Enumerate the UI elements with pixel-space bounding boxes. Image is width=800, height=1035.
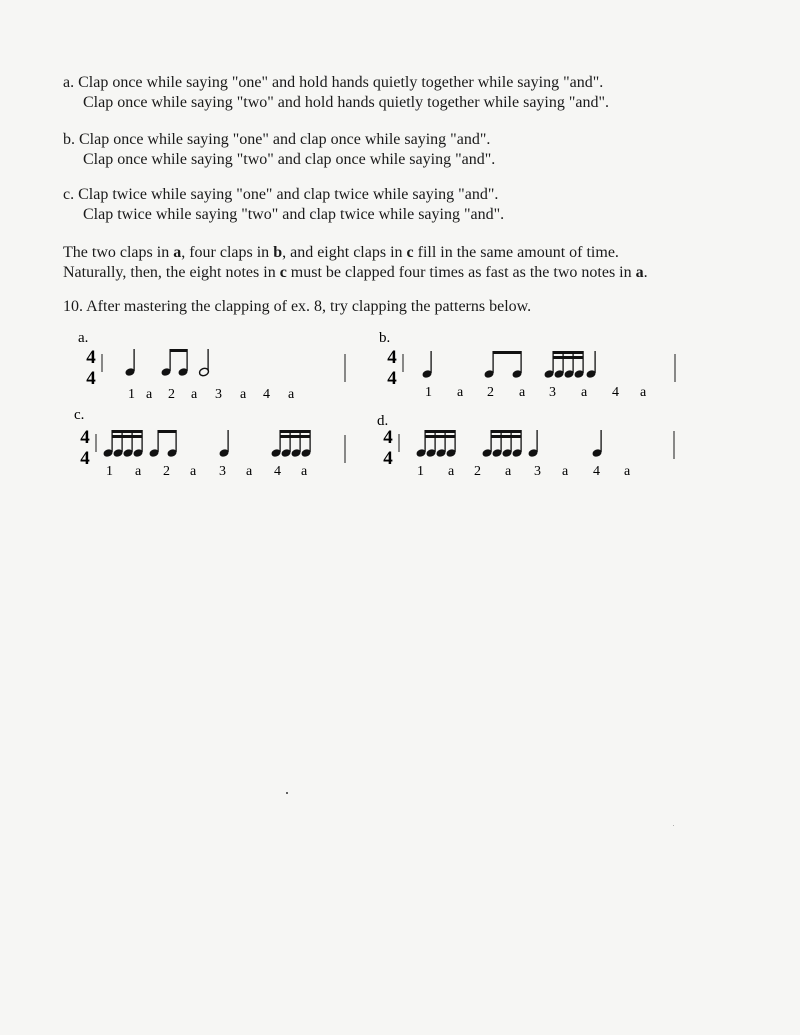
beat-count: 3	[534, 464, 541, 479]
beat-count: a	[519, 385, 526, 400]
beat-count: 2	[474, 464, 481, 479]
time-signature-top: 4	[387, 347, 397, 368]
beat-count: a	[246, 464, 253, 479]
beat-count-row	[106, 464, 308, 479]
instruction-label: a.	[63, 74, 75, 91]
quarter-note	[124, 349, 135, 377]
beat-count: a	[146, 387, 153, 402]
summary-bold: c	[279, 264, 287, 281]
pattern-b	[371, 328, 691, 405]
instruction-label: b.	[63, 131, 75, 148]
sixteenth-note-group	[481, 430, 522, 458]
beat-count: 3	[549, 385, 556, 400]
sixteenth-note-group	[270, 430, 311, 458]
beat-count: 4	[274, 464, 281, 479]
summary-text: , and eight claps in	[282, 244, 407, 261]
beat-count: a	[240, 387, 247, 402]
instruction-c	[63, 185, 504, 225]
beat-count: 4	[593, 464, 600, 479]
quarter-note	[527, 430, 538, 458]
pattern-label: a.	[78, 330, 89, 346]
rhythm-notation-b	[371, 328, 691, 400]
instruction-line: Clap twice while saying "two" and clap twice while saying "and".	[83, 206, 505, 223]
summary-bold: b	[273, 244, 283, 261]
rhythm-notation-a	[70, 328, 370, 400]
summary-text: .	[643, 264, 648, 281]
summary-text: , four claps in	[181, 244, 274, 261]
beat-count: 1	[128, 387, 135, 402]
instruction-line: Clap once while saying "one" and clap once while saying "and".	[79, 131, 491, 148]
beat-count: 1	[106, 464, 113, 479]
beat-count: a	[190, 464, 197, 479]
pattern-label: d.	[377, 413, 389, 429]
beat-count-row	[425, 385, 647, 400]
time-signature-top: 4	[86, 347, 96, 368]
summary-text: fill in the same amount of time.	[413, 244, 619, 261]
time-signature-bottom: 4	[383, 448, 393, 469]
quarter-note	[591, 430, 602, 458]
scan-speck	[673, 825, 674, 826]
pattern-a	[70, 328, 370, 405]
beat-count: 2	[487, 385, 494, 400]
quarter-note	[585, 351, 596, 379]
summary-bold: c	[406, 244, 414, 261]
summary-text: must be clapped four times as fast as the two notes in	[286, 264, 636, 281]
beat-count: a	[640, 385, 647, 400]
rhythm-notation-d	[371, 405, 691, 477]
eighth-note-pair	[148, 430, 177, 458]
instruction-line: Clap once while saying "two" and clap once while saying "and".	[83, 151, 496, 168]
beat-count: 3	[215, 387, 222, 402]
time-signature-top: 4	[80, 427, 90, 448]
beat-count-row	[128, 387, 295, 402]
sixteenth-note-group	[415, 430, 456, 458]
beat-count: a	[288, 387, 295, 402]
sixteenth-note-group	[543, 351, 584, 379]
beat-count: a	[505, 464, 512, 479]
beat-count: 4	[612, 385, 619, 400]
sixteenth-note-group	[102, 430, 143, 458]
instruction-a	[63, 73, 609, 113]
instruction-line: Clap once while saying "one" and hold hands quietly together while saying "and".	[78, 74, 604, 91]
summary-paragraph	[63, 243, 648, 283]
pattern-d	[371, 405, 691, 482]
time-signature-bottom: 4	[86, 368, 96, 389]
beat-count: 1	[425, 385, 432, 400]
beat-count: a	[562, 464, 569, 479]
beat-count: 2	[168, 387, 175, 402]
summary-line-2	[63, 263, 648, 283]
beat-count: 2	[163, 464, 170, 479]
exercise-10-heading	[63, 297, 531, 317]
beat-count: a	[448, 464, 455, 479]
half-note	[198, 349, 209, 377]
quarter-note	[218, 430, 229, 458]
summary-text: The two claps in	[63, 244, 174, 261]
rhythm-notation-c	[66, 405, 366, 477]
scan-speck	[286, 792, 288, 794]
beat-count: a	[457, 385, 464, 400]
beat-count: a	[301, 464, 308, 479]
eighth-note-pair	[160, 349, 188, 377]
exercise-10-text: 10. After mastering the clapping of ex. 8, try clapping the patterns below.	[63, 298, 532, 315]
beat-count: a	[191, 387, 198, 402]
time-signature-bottom: 4	[80, 448, 90, 469]
summary-bold: a	[635, 264, 644, 281]
instruction-line: Clap twice while saying "one" and clap twice while saying "and".	[78, 186, 499, 203]
beat-count-row	[417, 464, 631, 479]
summary-bold: a	[173, 244, 182, 261]
beat-count: a	[581, 385, 588, 400]
instruction-line: Clap once while saying "two" and hold hands quietly together while saying "and".	[83, 94, 610, 111]
beat-count: a	[624, 464, 631, 479]
pattern-c	[66, 405, 366, 482]
instruction-label: c.	[63, 186, 75, 203]
beat-count: 3	[219, 464, 226, 479]
time-signature-top: 4	[383, 427, 393, 448]
beat-count: 4	[263, 387, 270, 402]
time-signature-bottom: 4	[387, 368, 397, 389]
quarter-note	[421, 351, 432, 379]
pattern-label: b.	[379, 330, 391, 346]
instruction-b	[63, 130, 495, 170]
eighth-note-pair	[483, 351, 522, 379]
beat-count: 1	[417, 464, 424, 479]
summary-line-1	[63, 243, 648, 263]
summary-text: Naturally, then, the eight notes in	[63, 264, 280, 281]
pattern-label: c.	[74, 407, 85, 423]
beat-count: a	[135, 464, 142, 479]
